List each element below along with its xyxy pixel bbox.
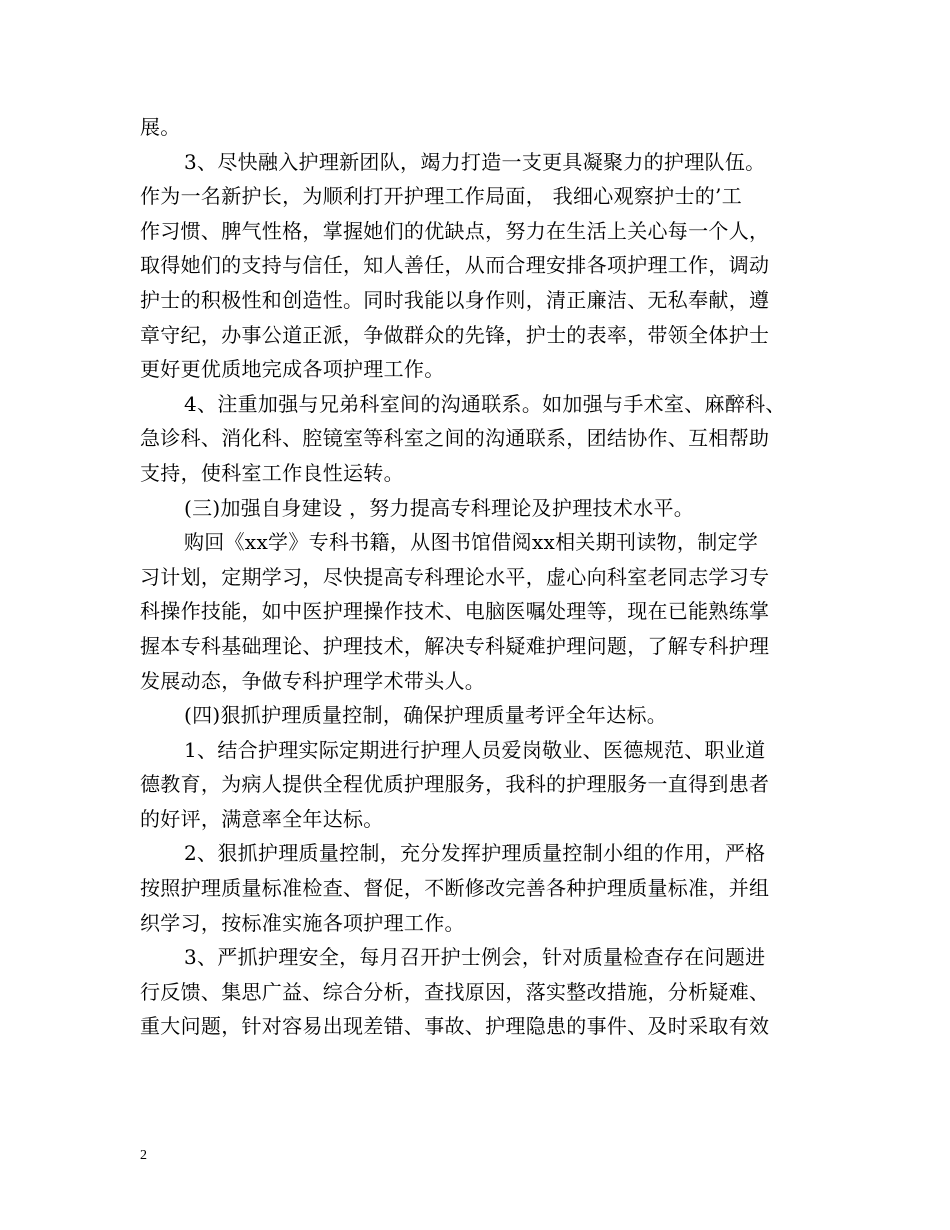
text-line: 行反馈、集思广益、综合分析，查找原因，落实整改措施，分析疑难、 [140,979,770,1004]
text-line: 护士的积极性和创造性。同时我能以身作则，清正廉洁、无私奉献，遵 [140,287,770,312]
text-line: 章守纪，办事公道正派，争做群众的先锋，护士的表率，带领全体护士 [140,322,770,347]
text-line: 握本专科基础理论、护理技术，解决专科疑难护理问题，了解专科护理 [140,633,770,658]
text-line: 织学习，按标准实施各项护理工作。 [140,910,465,935]
text-line: 购回《xx学》专科书籍，从图书馆借阅xx相关期刊读物，制定学 [184,530,759,555]
text-line: 作习惯、脾气性格，掌握她们的优缺点，努力在生活上关心每一个人， [140,218,770,243]
text-line: 展。 [140,115,181,139]
text-line: 习计划，定期学习，尽快提高专科理论水平，虚心向科室老同志学习专 [140,564,770,589]
text-line: 更好更优质地完成各项护理工作。 [140,357,445,382]
text-line: 2、狠抓护理质量控制，充分发挥护理质量控制小组的作用，严格 [184,841,766,866]
document-body [140,110,820,1044]
text-line: (三)加强自身建设 ，努力提高专科理论及护理技术水平。 [184,495,695,520]
text-line: 按照护理质量标准检查、督促，不断修改完善各种护理质量标准，并组 [140,876,770,901]
text-line: 4、注重加强与兄弟科室间的沟通联系。如加强与手术室、麻醉科、 [184,391,786,416]
text-line: 3、严抓护理安全，每月召开护士例会，针对质量检查存在问题进 [184,945,766,970]
text-line: 科操作技能，如中医护理操作技术、电脑医嘱处理等，现在已能熟练掌 [140,599,770,624]
text-line: 1、结合护理实际定期进行护理人员爱岗敬业、医德规范、职业道 [184,737,766,762]
text-line: 3、尽快融入护理新团队，竭力打造一支更具凝聚力的护理队伍。 [184,149,766,174]
text-line: 取得她们的支持与信任，知人善任，从而合理安排各项护理工作，调动 [140,253,770,278]
page-number: 2 [140,1148,147,1163]
text-line: 支持，使科室工作良性运转。 [140,460,404,485]
text-line: 急诊科、消化科、腔镜室等科室之间的沟通联系，团结协作、互相帮助 [140,426,770,451]
text-line: 德教育，为病人提供全程优质护理服务，我科的护理服务一直得到患者 [140,772,770,797]
text-line: 发展动态，争做专科护理学术带头人。 [140,668,486,693]
text-line: 作为一名新护长，为顺利打开护理工作局面， 我细心观察护士的’工 [140,184,743,209]
text-line: (四)狠抓护理质量控制，确保护理质量考评全年达标。 [184,703,668,728]
text-line: 的好评，满意率全年达标。 [140,806,384,831]
text-line: 重大问题，针对容易出现差错、事故、护理隐患的事件、及时采取有效 [140,1014,770,1039]
